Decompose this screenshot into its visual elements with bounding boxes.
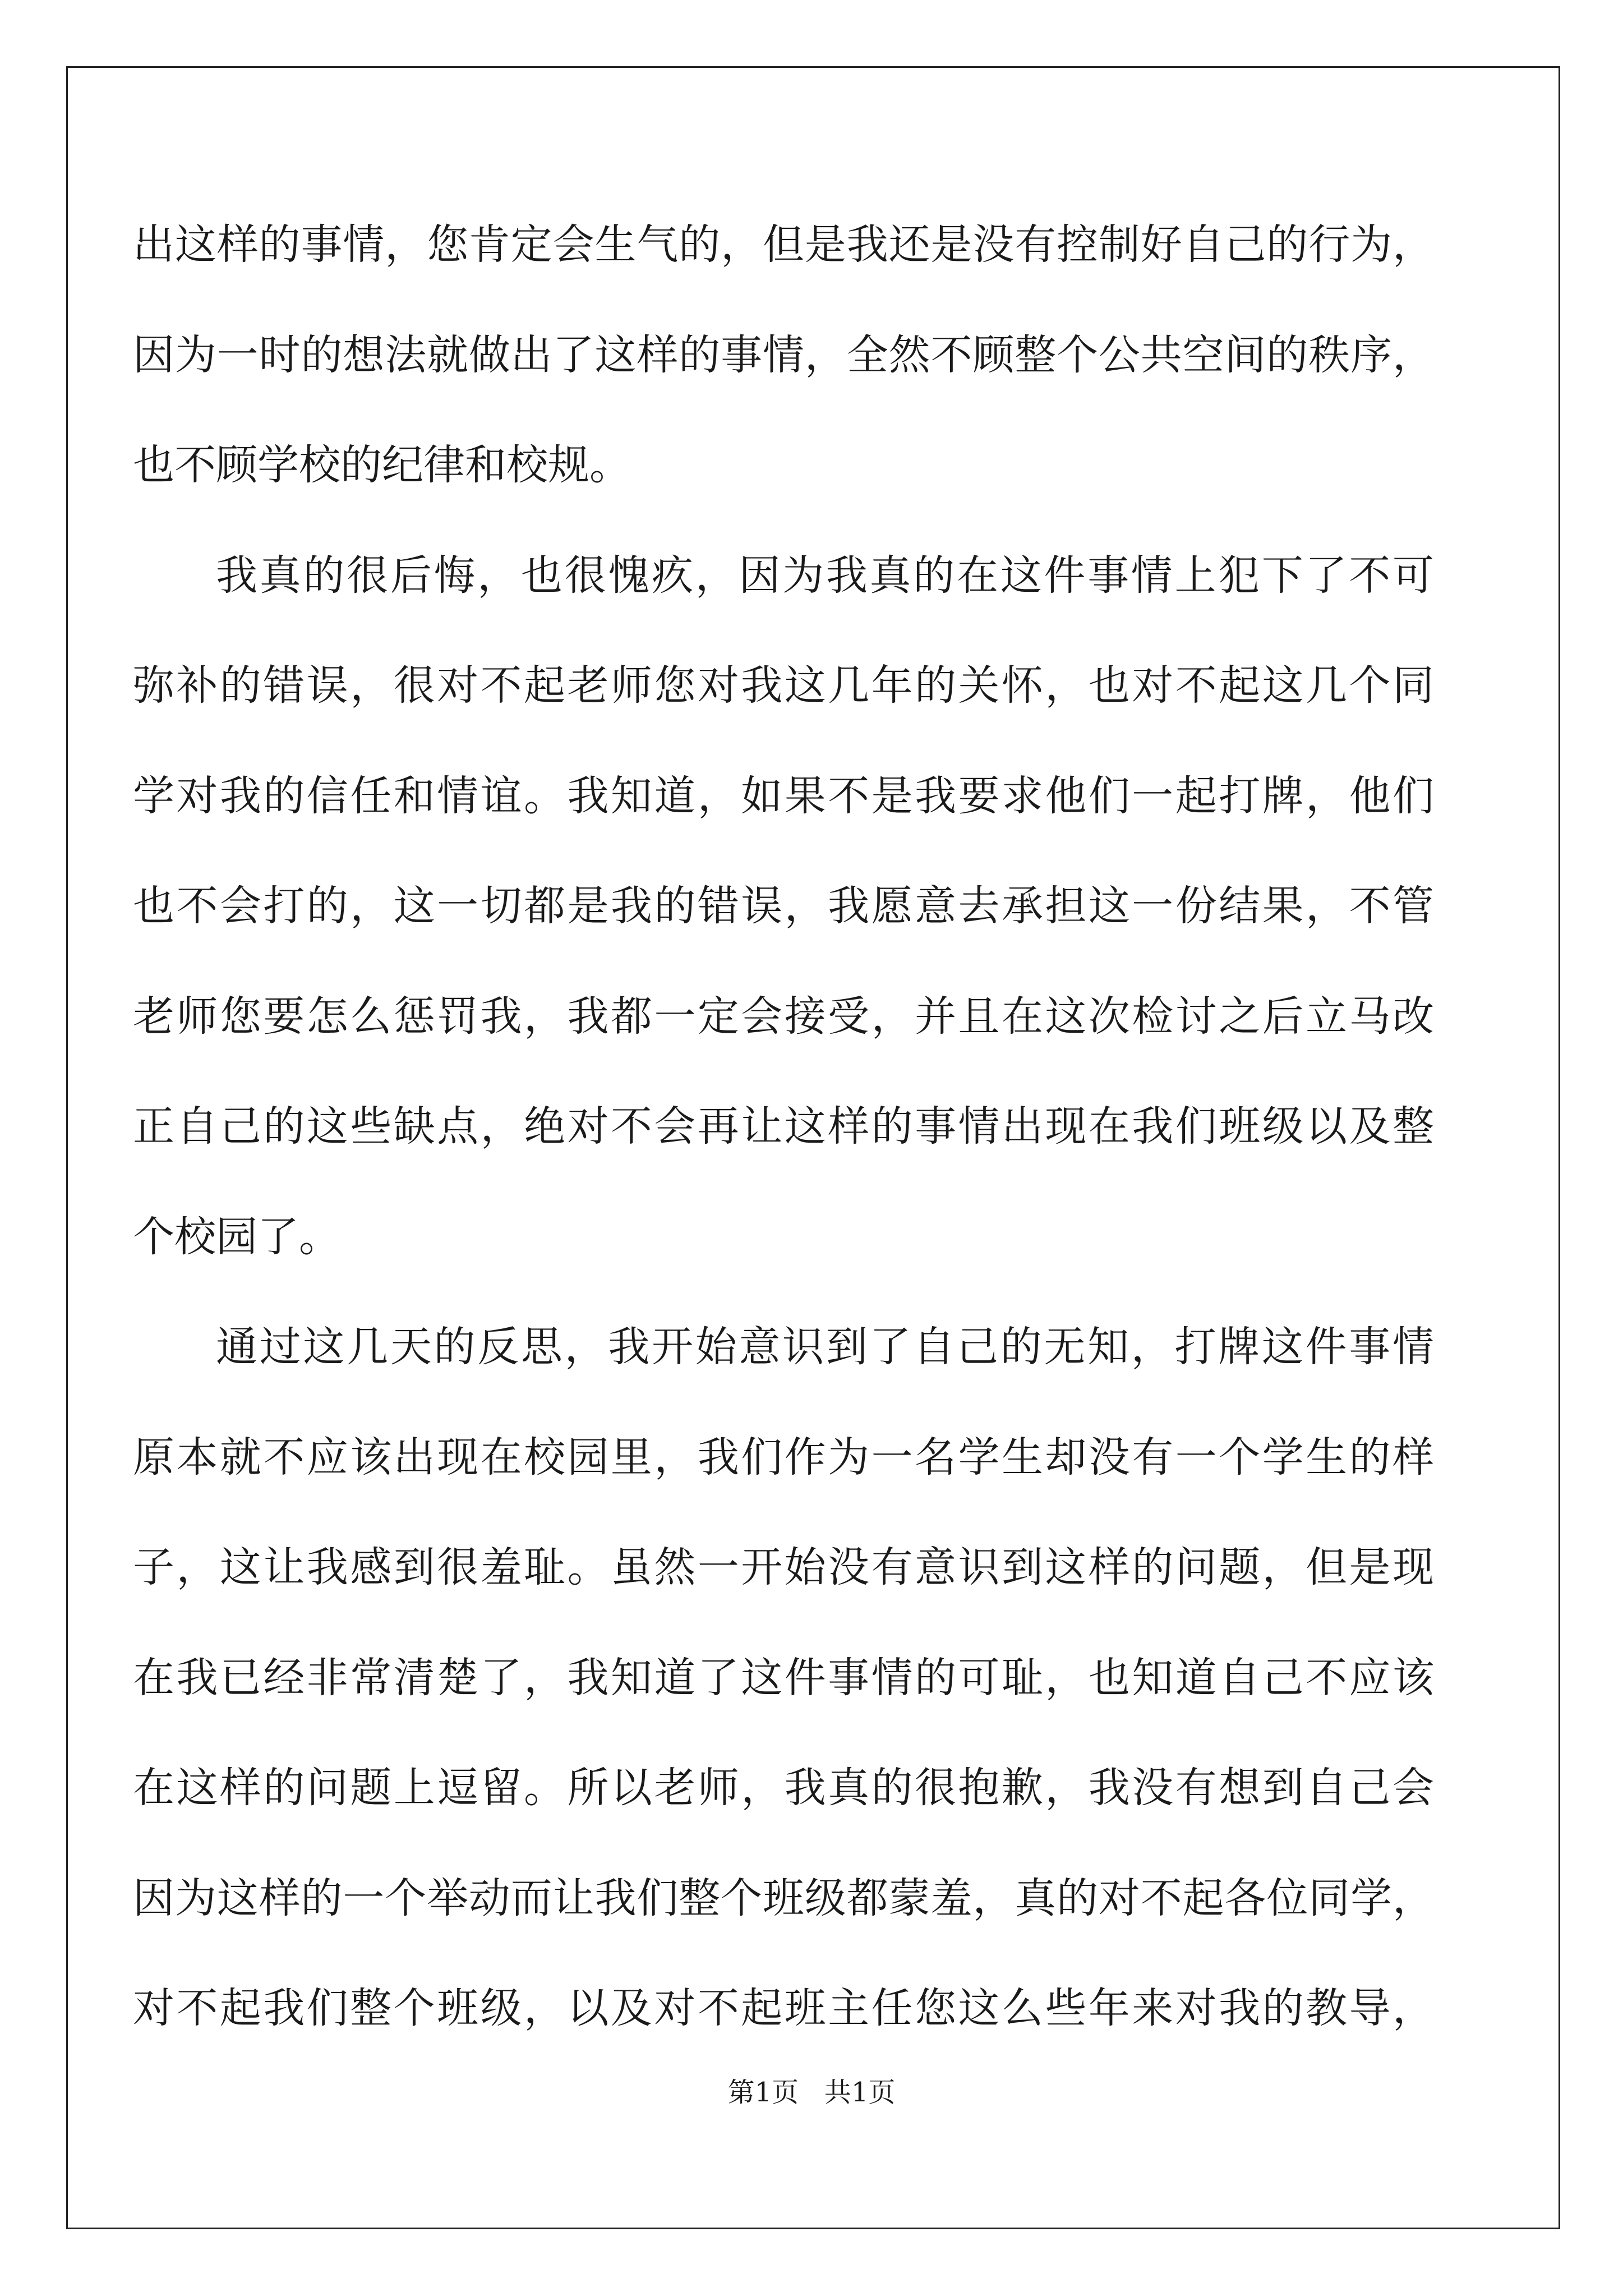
text-line: 出这样的事情，您肯定会生气的，但是我还是没有控制好自己的行为， <box>133 220 1434 269</box>
text-line: 对不起我们整个班级，以及对不起班主任您这么些年来对我的教导， <box>133 1984 1434 2032</box>
text-line: 正自己的这些缺点，绝对不会再让这样的事情出现在我们班级以及整 <box>133 1102 1434 1151</box>
text-line: 在我已经非常清楚了，我知道了这件事情的可耻，也知道自己不应该 <box>133 1653 1434 1702</box>
text-line: 学对我的信任和情谊。我知道，如果不是我要求他们一起打牌，他们 <box>133 771 1434 820</box>
text-line: 弥补的错误，很对不起老师您对我这几年的关怀，也对不起这几个同 <box>133 661 1434 710</box>
text-line: 在这样的问题上逗留。所以老师，我真的很抱歉，我没有想到自己会 <box>133 1764 1434 1812</box>
text-line: 通过这几天的反思，我开始意识到了自己的无知，打牌这件事情 <box>216 1323 1434 1371</box>
text-line: 我真的很后悔，也很愧疚，因为我真的在这件事情上犯下了不可 <box>216 551 1434 600</box>
page-total: 共1页 <box>824 2077 896 2108</box>
text-line: 子，这让我感到很羞耻。虽然一开始没有意识到这样的问题，但是现 <box>133 1543 1434 1591</box>
page-number: 第1页 <box>727 2077 799 2108</box>
document-body <box>133 190 1434 2064</box>
text-line: 老师您要怎么惩罚我，我都一定会接受，并且在这次检讨之后立马改 <box>133 992 1434 1041</box>
text-line: 原本就不应该出现在校园里，我们作为一名学生却没有一个学生的样 <box>133 1433 1434 1481</box>
text-line: 也不顾学校的纪律和校规。 <box>133 441 631 489</box>
text-line: 因为这样的一个举动而让我们整个班级都蒙羞，真的对不起各位同学， <box>133 1874 1434 1922</box>
text-line: 个校园了。 <box>133 1212 340 1261</box>
page-footer <box>0 2076 1623 2109</box>
text-line: 因为一时的想法就做出了这样的事情，全然不顾整个公共空间的秩序， <box>133 330 1434 379</box>
text-line: 也不会打的，这一切都是我的错误，我愿意去承担这一份结果，不管 <box>133 882 1434 930</box>
